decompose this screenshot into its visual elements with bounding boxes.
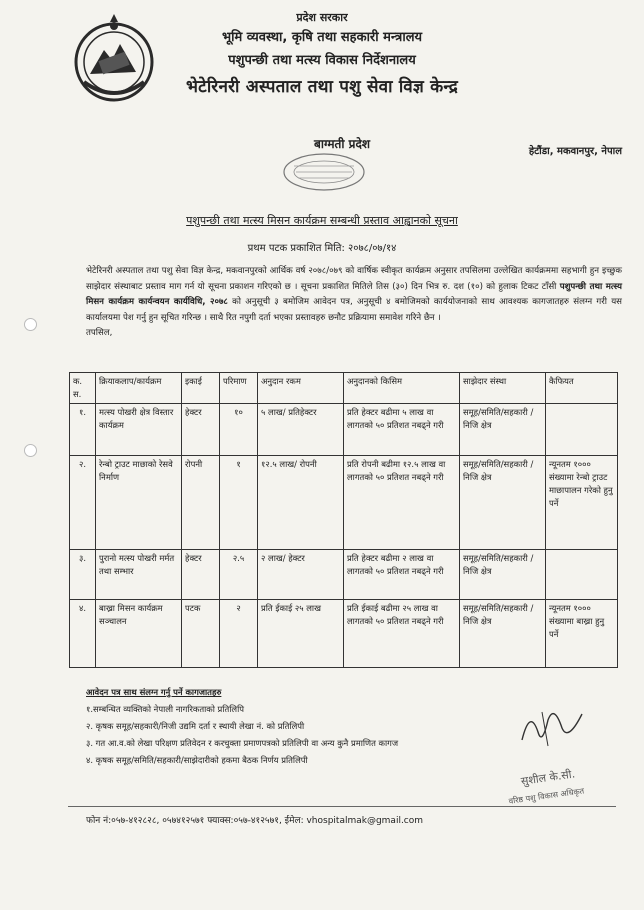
office-stamp-icon bbox=[278, 152, 370, 198]
notice-body bbox=[86, 264, 622, 342]
table-cell: पटक bbox=[182, 600, 220, 668]
table-cell: न्यूनतम १००० संख्यामा रेन्बो ट्राउट माछापालन गरेको हुनु पर्ने bbox=[546, 456, 618, 550]
ministry-name: भूमि व्यवस्था, कृषि तथा सहकारी मन्त्रालय bbox=[221, 30, 423, 45]
table-cell: हेक्टर bbox=[182, 550, 220, 600]
table-header: अनुदान रकम bbox=[258, 373, 344, 404]
table-cell: समूह/समिति/सहकारी /निजि क्षेत्र bbox=[460, 600, 546, 668]
attachment-item: ४. कृषक समूह/समिति/सहकारी/साझेदारीको हकमा बैठक निर्णय प्रतिलिपी bbox=[86, 755, 308, 765]
province-name: बाग्मती प्रदेश bbox=[314, 137, 370, 151]
table-cell: २.५ bbox=[220, 550, 258, 600]
table-cell: प्रति रोपनी बढीमा १२.५ लाख वा लागतको ५० प्रतिशत नबढ्ने गरी bbox=[344, 456, 460, 550]
table-cell: ४. bbox=[70, 600, 96, 668]
table-cell: १. bbox=[70, 404, 96, 456]
office-location: हेटौंडा, मकवानपुर, नेपाल bbox=[528, 146, 622, 157]
table-header: क. स. bbox=[70, 373, 96, 404]
notice-title: पशुपन्छी तथा मत्स्य मिसन कार्यक्रम सम्बन्धी प्रस्ताव आह्वानको सूचना bbox=[186, 214, 458, 227]
table-cell: १२.५ लाख/ रोपनी bbox=[258, 456, 344, 550]
table-cell: मत्स्य पोखरी क्षेत्र विस्तार कार्यक्रम bbox=[96, 404, 182, 456]
table-header: परिमाण bbox=[220, 373, 258, 404]
table-cell: न्यूनतम १००० संख्यामा बाख्रा हुनु पर्ने bbox=[546, 600, 618, 668]
table-cell: रेन्बो ट्राउट माछाको रेसवे निर्माण bbox=[96, 456, 182, 550]
table-cell: प्रति हेक्टर बढीमा ५ लाख वा लागतको ५० प्रतिशत नबढ्ने गरी bbox=[344, 404, 460, 456]
table-header: क्रियाकलाप/कार्यक्रम bbox=[96, 373, 182, 404]
table-header-row bbox=[70, 373, 618, 404]
signatory-name: सुशील के.सी. bbox=[520, 767, 576, 788]
table-cell: बाख्रा मिसन कार्यक्रम सञ्चालन bbox=[96, 600, 182, 668]
table-cell: १ bbox=[220, 456, 258, 550]
table-cell: समूह/समिति/सहकारी /निजि क्षेत्र bbox=[460, 456, 546, 550]
table-cell: ३. bbox=[70, 550, 96, 600]
table-cell: प्रति ईकाई बढीमा २५ लाख वा लागतको ५० प्रतिशत नबढ्ने गरी bbox=[344, 600, 460, 668]
table-cell: १० bbox=[220, 404, 258, 456]
table-cell: रोपनी bbox=[182, 456, 220, 550]
table-header: अनुदानको किसिम bbox=[344, 373, 460, 404]
body-tapsil: तपसिल, bbox=[86, 328, 113, 338]
program-table bbox=[69, 372, 618, 668]
punch-hole bbox=[24, 318, 37, 331]
table-row bbox=[70, 404, 618, 456]
attachments-title: आवेदन पत्र साथ संलग्न गर्नु पर्ने कागजातहरु bbox=[86, 687, 222, 697]
table-cell bbox=[546, 404, 618, 456]
table-row bbox=[70, 550, 618, 600]
province-government: प्रदेश सरकार bbox=[296, 11, 348, 24]
table-cell: समूह/समिति/सहकारी /निजि क्षेत्र bbox=[460, 550, 546, 600]
punch-hole bbox=[24, 444, 37, 457]
table-cell: पुरानो मत्स्य पोखरी मर्मत तथा सम्भार bbox=[96, 550, 182, 600]
body-paragraph: भेटेरिनरी अस्पताल तथा पशु सेवा विज्ञ केन्द्र, मकवानपुरको आर्थिक वर्ष २०७८/०७९ को वार्षिक स्वीकृत कार्यक्रम अनुसार तपसिलमा उल्लेखित कार्यक्रममा सहभागी हुन इच्छुक साझेदार संस्थाबाट प्रस्ताव माग गर्न यो सूचना प्रकाशन गरिएको छ । सूचना प्रकाशित मितिले तिस (३०) दिन भित्र रु. दश (१०) को हुलाक टिकट टाँसी bbox=[86, 266, 622, 292]
table-cell: ५ लाख/ प्रतिहेक्टर bbox=[258, 404, 344, 456]
table-cell: प्रति हेक्टर बढीमा २ लाख वा लागतको ५० प्रतिशत नबढ्ने गरी bbox=[344, 550, 460, 600]
attachment-item: १.सम्बन्धित व्यक्तिको नेपाली नागरिकताको प्रतिलिपि bbox=[86, 704, 245, 714]
table-cell: २ bbox=[220, 600, 258, 668]
attachment-item: ३. गत आ.व.को लेखा परिक्षण प्रतिवेदन र करचुक्ता प्रमाणपत्रको प्रतिलिपी वा अन्य कुनै प्रमाणित कागज bbox=[86, 738, 399, 748]
attachments-section bbox=[86, 684, 398, 769]
published-date: प्रथम पटक प्रकाशित मिति: २०७८/०७/१४ bbox=[247, 243, 397, 254]
body-bold: पशुपन्छी तथा मत्स्य मिसन कार्यक्रम कार्यन्वयन कार्यविधि, २०७८ bbox=[86, 281, 622, 307]
table-header: कैफियत bbox=[546, 373, 618, 404]
table-cell: २ लाख/ हेक्टर bbox=[258, 550, 344, 600]
table-row bbox=[70, 600, 618, 668]
footer-contact: फोन नं:०५७-४१२८२८, ०५७४१२५७१ फ्याक्स:०५७-४१२५७१, ईमेल: vhospitalmak@gmail.com bbox=[86, 816, 424, 826]
attachment-item: २. कृषक समूह/सहकारी/निजी उद्यमि दर्ता र स्थायी लेखा नं. को प्रतिलिपी bbox=[86, 721, 305, 731]
table-cell: प्रति ईकाई २५ लाख bbox=[258, 600, 344, 668]
table-header: इकाई bbox=[182, 373, 220, 404]
directorate-name: पशुपन्छी तथा मत्स्य विकास निर्देशनालय bbox=[228, 53, 416, 68]
table-cell: २. bbox=[70, 456, 96, 550]
footer-divider bbox=[68, 806, 616, 807]
signatory-title: वरिष्ठ पशु विकास अधिकृत bbox=[508, 786, 585, 806]
table-cell: हेक्टर bbox=[182, 404, 220, 456]
table-row bbox=[70, 456, 618, 550]
table-header: साझेदार संस्था bbox=[460, 373, 546, 404]
office-name: भेटेरिनरी अस्पताल तथा पशु सेवा विज्ञ केन्द्र bbox=[185, 77, 459, 97]
table-cell: समूह/समिति/सहकारी /निजि क्षेत्र bbox=[460, 404, 546, 456]
signature-icon bbox=[512, 702, 592, 750]
table-cell bbox=[546, 550, 618, 600]
body-paragraph: को अनुसूची ३ बमोजिम आवेदन पत्र, अनुसूची ४ बमोजिमको कार्ययोजनाको साथ आवश्यक कागजातहरु संलग्न गरी यस कार्यालयमा पेश गर्नु हुन सूचित गरिन्छ । साथै रित नपुगी दर्ता भएका प्रस्तावहरु छनौट प्रक्रियामा समावेश गरिने छैन । bbox=[86, 297, 622, 323]
